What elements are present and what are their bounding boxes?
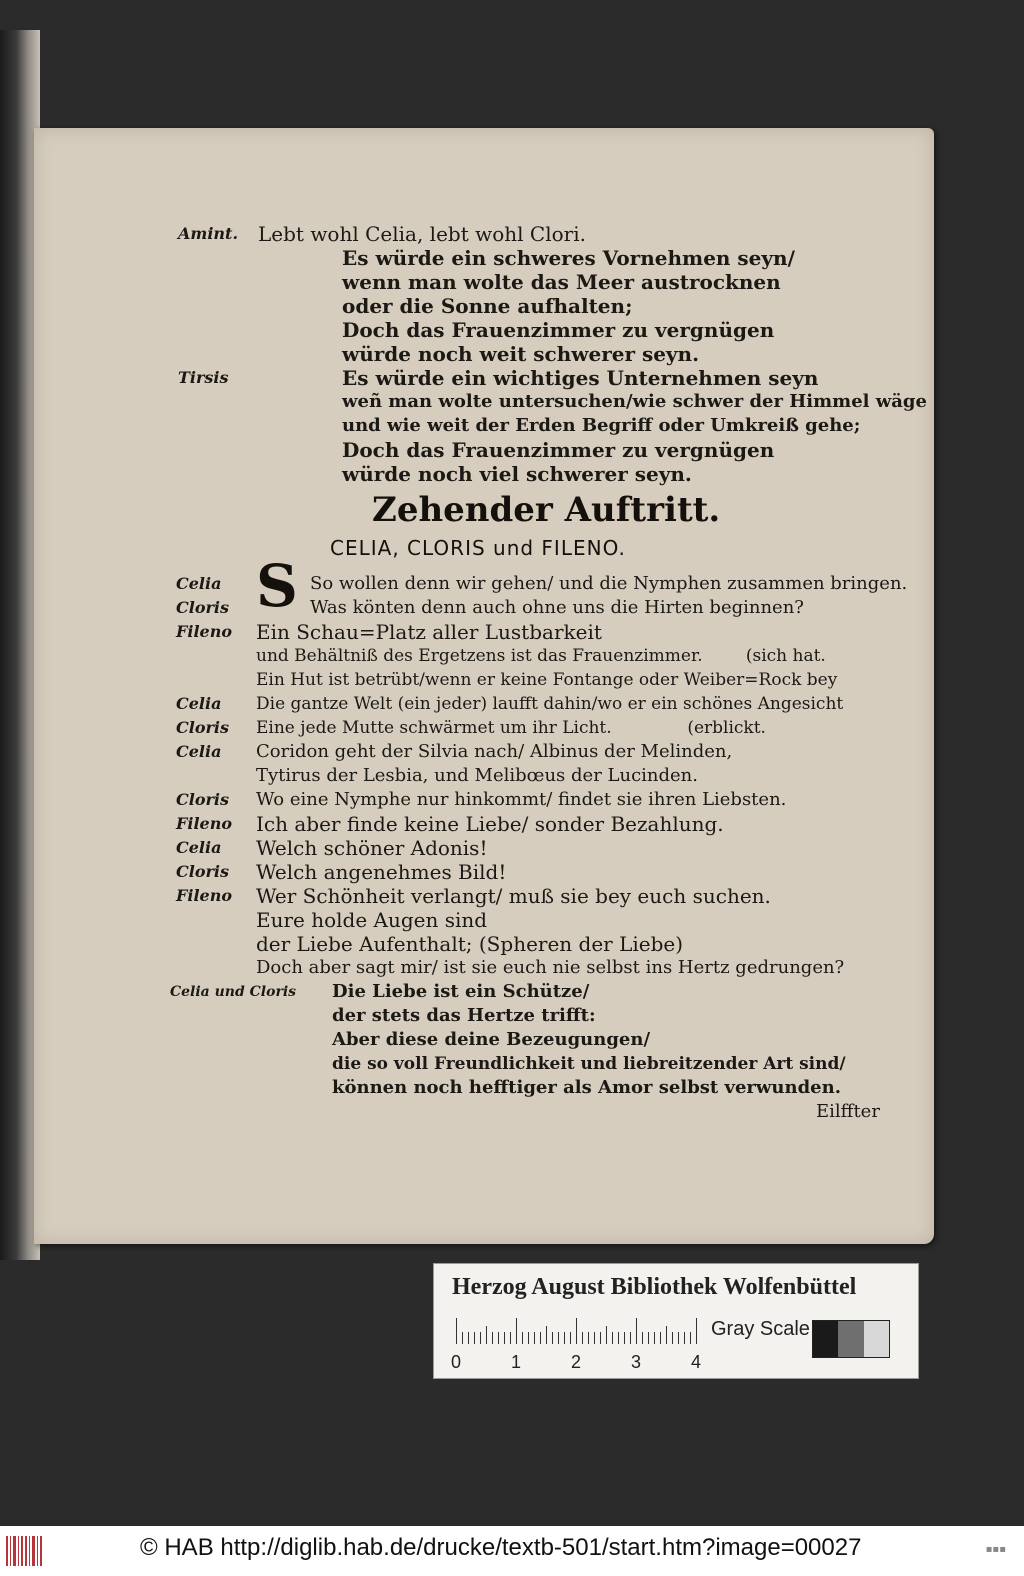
ruler-tick xyxy=(576,1318,577,1344)
ruler-number: 2 xyxy=(571,1352,582,1372)
gray-swatch-mid xyxy=(838,1321,863,1357)
scene-characters: CELIA, CLORIS und FILENO. xyxy=(330,536,626,560)
ruler-tick xyxy=(570,1332,571,1344)
speaker-label: Cloris xyxy=(176,790,229,809)
text-line: würde noch weit schwerer seyn. xyxy=(342,342,700,366)
barcode-bar xyxy=(18,1536,19,1566)
footer-mark: ▪▪▪ xyxy=(985,1544,1006,1555)
text-line: Doch das Frauenzimmer zu vergnügen xyxy=(342,318,775,342)
ruler-tick xyxy=(594,1332,595,1344)
text-line: Welch schöner Adonis! xyxy=(256,836,488,860)
ruler-tick xyxy=(582,1332,583,1344)
speaker-label: Tirsis xyxy=(178,368,229,387)
text-line: Eine jede Mutte schwärmet um ihr Licht. (erblickt. xyxy=(256,718,766,738)
speaker-label: Cloris xyxy=(176,718,229,737)
ruler-tick xyxy=(618,1332,619,1344)
ruler-tick xyxy=(474,1332,475,1344)
speaker-label: Celia xyxy=(176,838,222,857)
text-line: Ich aber finde keine Liebe/ sonder Bezahlung. xyxy=(256,812,724,836)
catchword: Eilffter xyxy=(816,1101,880,1122)
speaker-label: Amint. xyxy=(178,224,239,243)
ruler-tick xyxy=(600,1332,601,1344)
ruler-tick xyxy=(552,1332,553,1344)
ruler-tick xyxy=(666,1326,667,1344)
ruler-tick xyxy=(516,1318,517,1344)
source-url: © HAB http://diglib.hab.de/drucke/textb-501/start.htm?image=00027 xyxy=(140,1534,862,1561)
ruler-tick xyxy=(540,1332,541,1344)
ruler-tick xyxy=(498,1332,499,1344)
speaker-label: Cloris xyxy=(176,862,229,881)
ruler-tick xyxy=(606,1326,607,1344)
library-title: Herzog August Bibliothek Wolfenbüttel xyxy=(452,1274,857,1300)
speaker-label: Celia xyxy=(176,574,222,593)
ruler-tick xyxy=(534,1332,535,1344)
text-line: und wie weit der Erden Begriff oder Umkreiß gehe; xyxy=(342,415,861,436)
ruler-tick xyxy=(630,1332,631,1344)
text-line: Was könten denn auch ohne uns die Hirten beginnen? xyxy=(310,597,804,618)
ruler-number: 1 xyxy=(511,1352,522,1372)
ruler-tick xyxy=(696,1318,697,1344)
text-line: Wer Schönheit verlangt/ muß sie bey euch suchen. xyxy=(256,884,771,908)
ruler-tick xyxy=(642,1332,643,1344)
speaker-label: Fileno xyxy=(176,886,232,905)
text-line: Lebt wohl Celia, lebt wohl Clori. xyxy=(258,222,586,246)
calibration-card xyxy=(433,1263,919,1379)
text-line: wenn man wolte das Meer austrocknen xyxy=(342,270,781,294)
text-line: Doch aber sagt mir/ ist sie euch nie selbst ins Hertz gedrungen? xyxy=(256,957,845,978)
gray-scale-bar xyxy=(812,1320,890,1358)
text-line: Doch das Frauenzimmer zu vergnügen xyxy=(342,438,775,462)
ruler-tick xyxy=(654,1332,655,1344)
ruler-tick xyxy=(456,1318,457,1344)
ruler-tick xyxy=(660,1332,661,1344)
ruler-tick xyxy=(522,1332,523,1344)
text-line: Aber diese deine Bezeugungen/ xyxy=(332,1029,651,1050)
ruler-tick xyxy=(564,1332,565,1344)
barcode-bar xyxy=(32,1536,35,1566)
text-line: Welch angenehmes Bild! xyxy=(256,860,507,884)
ruler-tick xyxy=(690,1332,691,1344)
text-line: und Behältniß des Ergetzens ist das Frauenzimmer. (sich hat. xyxy=(256,646,826,666)
barcode-bar xyxy=(25,1536,27,1566)
speaker-label: Fileno xyxy=(176,622,232,641)
text-line: würde noch viel schwerer seyn. xyxy=(342,462,692,486)
ruler-tick xyxy=(588,1332,589,1344)
text-line: der stets das Hertze trifft: xyxy=(332,1005,596,1026)
ruler-tick xyxy=(462,1332,463,1344)
ruler xyxy=(456,1318,696,1344)
barcode-bar xyxy=(40,1536,42,1566)
ruler-tick xyxy=(528,1332,529,1344)
ruler-tick xyxy=(624,1332,625,1344)
ruler-tick xyxy=(678,1332,679,1344)
text-line: So wollen denn wir gehen/ und die Nymphen zusammen bringen. xyxy=(310,573,908,594)
ruler-tick xyxy=(480,1332,481,1344)
text-line: oder die Sonne aufhalten; xyxy=(342,294,633,318)
ruler-tick xyxy=(486,1326,487,1344)
text-line: Ein Schau=Platz aller Lustbarkeit xyxy=(256,620,602,644)
ruler-number: 0 xyxy=(451,1352,462,1372)
text-line: Es würde ein schweres Vornehmen seyn/ xyxy=(342,246,795,270)
speaker-label: Cloris xyxy=(176,598,229,617)
ruler-tick xyxy=(636,1318,637,1344)
text-line: Die Liebe ist ein Schütze/ xyxy=(332,981,590,1002)
ruler-tick xyxy=(648,1332,649,1344)
ruler-tick xyxy=(558,1332,559,1344)
text-line: Tytirus der Lesbia, und Melibœus der Lucinden. xyxy=(256,765,698,786)
text-line: Ein Hut ist betrübt/wenn er keine Fontange oder Weiber=Rock bey xyxy=(256,670,838,690)
ruler-number: 3 xyxy=(631,1352,642,1372)
barcode-bar xyxy=(10,1536,11,1566)
ruler-tick xyxy=(612,1332,613,1344)
ruler-tick xyxy=(672,1332,673,1344)
text-line: Wo eine Nymphe nur hinkommt/ findet sie ihren Liebsten. xyxy=(256,789,787,810)
barcode-bar xyxy=(29,1536,30,1566)
text-line: Eure holde Augen sind xyxy=(256,908,488,932)
ruler-number: 4 xyxy=(691,1352,702,1372)
footer-bar xyxy=(0,1526,1024,1576)
text-line: können noch hefftiger als Amor selbst verwunden. xyxy=(332,1077,841,1098)
text-line: Es würde ein wichtiges Unternehmen seyn xyxy=(342,366,819,390)
text-line: die so voll Freundlichkeit und liebreitzender Art sind/ xyxy=(332,1054,846,1074)
speaker-label: Celia xyxy=(176,694,222,713)
barcode-bar xyxy=(6,1536,8,1566)
text-line: weñ man wolte untersuchen/wie schwer der Himmel wäge xyxy=(342,391,927,412)
ruler-tick xyxy=(510,1332,511,1344)
gray-scale-label: Gray Scale xyxy=(711,1318,810,1340)
barcode-bar xyxy=(37,1536,38,1566)
speaker-label: Celia und Cloris xyxy=(170,984,297,1000)
text-line: Coridon geht der Silvia nach/ Albinus der Melinden, xyxy=(256,741,733,762)
ruler-tick xyxy=(492,1332,493,1344)
speaker-label: Fileno xyxy=(176,814,232,833)
scene-heading: Zehender Auftritt. xyxy=(372,490,721,530)
ruler-tick xyxy=(546,1326,547,1344)
ruler-tick xyxy=(468,1332,469,1344)
drop-capital: S xyxy=(256,552,298,620)
book-page xyxy=(34,128,934,1244)
barcode-bar xyxy=(13,1536,16,1566)
text-line: der Liebe Aufenthalt; (Spheren der Liebe) xyxy=(256,932,684,956)
gray-swatch-light xyxy=(864,1321,889,1357)
speaker-label: Celia xyxy=(176,742,222,761)
gray-swatch-dark xyxy=(813,1321,838,1357)
text-line: Die gantze Welt (ein jeder) laufft dahin/wo er ein schönes Angesicht xyxy=(256,694,844,714)
ruler-tick xyxy=(504,1332,505,1344)
barcode-bar xyxy=(21,1536,23,1566)
ruler-tick xyxy=(684,1332,685,1344)
barcode-logo-icon xyxy=(6,1536,46,1566)
